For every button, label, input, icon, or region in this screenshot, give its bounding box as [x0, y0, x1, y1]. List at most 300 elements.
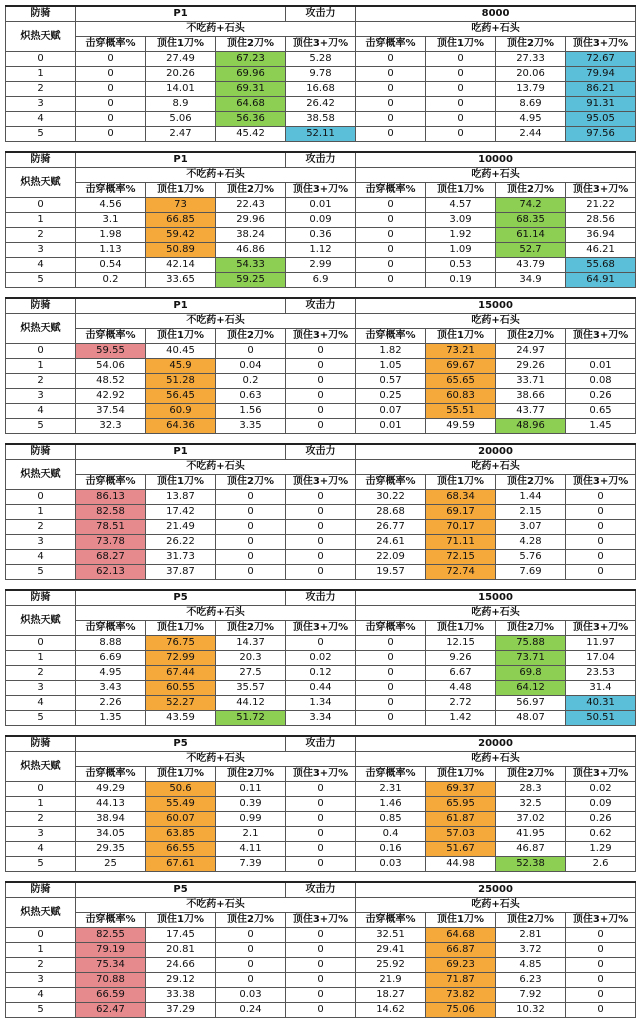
data-table-block-1 — [5, 5, 635, 142]
column-header: 击穿概率% — [356, 37, 426, 52]
table-cell: 33.38 — [146, 988, 216, 1003]
table-cell: 0 — [566, 520, 636, 535]
table-cell: 30.22 — [356, 490, 426, 505]
attack-value: 15000 — [356, 590, 636, 606]
table-cell: 0.03 — [216, 988, 286, 1003]
table-cell: 72.99 — [146, 651, 216, 666]
column-header-row — [6, 475, 636, 490]
table-row — [6, 696, 636, 711]
table-cell: 0 — [216, 490, 286, 505]
column-header: 顶住3+刀% — [286, 767, 356, 782]
row-label: 3 — [6, 97, 76, 112]
table-cell: 68.34 — [426, 490, 496, 505]
table-cell: 48.52 — [76, 374, 146, 389]
column-header: 顶住1刀% — [146, 37, 216, 52]
table-row — [6, 711, 636, 726]
table-cell: 0 — [566, 535, 636, 550]
column-header: 顶住3+刀% — [566, 767, 636, 782]
table-cell: 26.22 — [146, 535, 216, 550]
data-table — [5, 589, 636, 726]
table-row — [6, 651, 636, 666]
table-cell: 75.34 — [76, 958, 146, 973]
row-label: 0 — [6, 490, 76, 505]
table-cell: 21.49 — [146, 520, 216, 535]
table-cell: 0 — [566, 565, 636, 580]
attack-label: 攻击力 — [286, 882, 356, 898]
table-cell: 0 — [76, 52, 146, 67]
row-header-label: 炽热天赋 — [6, 22, 76, 52]
table-cell: 9.26 — [426, 651, 496, 666]
table-cell: 0 — [356, 651, 426, 666]
boss-phase: P1 — [76, 6, 286, 22]
table-cell: 0 — [356, 666, 426, 681]
column-header: 顶住2刀% — [496, 183, 566, 198]
table-cell: 6.9 — [286, 273, 356, 288]
column-header: 顶住3+刀% — [566, 621, 636, 636]
table-row — [6, 389, 636, 404]
table-cell: 0 — [286, 565, 356, 580]
table-cell: 29.12 — [146, 973, 216, 988]
row-label: 3 — [6, 389, 76, 404]
table-cell: 97.56 — [566, 127, 636, 142]
table-cell: 68.35 — [496, 213, 566, 228]
table-cell: 59.42 — [146, 228, 216, 243]
data-table — [5, 297, 636, 434]
table-cell: 52.38 — [496, 857, 566, 872]
column-header-row — [6, 913, 636, 928]
table-cell: 0.09 — [566, 797, 636, 812]
column-header: 顶住2刀% — [216, 913, 286, 928]
table-cell: 24.61 — [356, 535, 426, 550]
row-label: 4 — [6, 404, 76, 419]
table-cell: 0 — [216, 565, 286, 580]
table-cell: 66.85 — [146, 213, 216, 228]
boss-phase: P5 — [76, 882, 286, 898]
table-cell: 0 — [76, 97, 146, 112]
table-cell: 1.09 — [426, 243, 496, 258]
table-cell: 0.4 — [356, 827, 426, 842]
column-header: 顶住2刀% — [216, 329, 286, 344]
table-cell: 65.95 — [426, 797, 496, 812]
table-cell: 0.04 — [216, 359, 286, 374]
table-cell: 4.85 — [496, 958, 566, 973]
table-cell: 0 — [566, 973, 636, 988]
table-cell: 0.44 — [286, 681, 356, 696]
column-header-row — [6, 329, 636, 344]
row-header-label: 炽热天赋 — [6, 898, 76, 928]
table-cell: 69.23 — [426, 958, 496, 973]
table-cell: 0.25 — [356, 389, 426, 404]
table-cell: 13.79 — [496, 82, 566, 97]
table-row — [6, 1003, 636, 1018]
table-cell: 0 — [286, 419, 356, 434]
potion-header: 吃药+石头 — [356, 22, 636, 37]
attack-label: 攻击力 — [286, 590, 356, 606]
corner-label: 防骑 — [6, 298, 76, 314]
table-cell: 17.45 — [146, 928, 216, 943]
table-cell: 0.01 — [286, 198, 356, 213]
no-potion-header: 不吃药+石头 — [76, 752, 356, 767]
table-cell: 37.29 — [146, 1003, 216, 1018]
potion-header: 吃药+石头 — [356, 460, 636, 475]
no-potion-header: 不吃药+石头 — [76, 606, 356, 621]
row-label: 0 — [6, 198, 76, 213]
table-cell: 76.75 — [146, 636, 216, 651]
column-header: 顶住2刀% — [216, 767, 286, 782]
data-table-block-7 — [5, 881, 635, 1018]
table-cell: 2.44 — [496, 127, 566, 142]
table-cell: 20.81 — [146, 943, 216, 958]
row-label: 5 — [6, 711, 76, 726]
table-cell: 22.43 — [216, 198, 286, 213]
table-cell: 0.2 — [76, 273, 146, 288]
table-row — [6, 112, 636, 127]
row-label: 1 — [6, 359, 76, 374]
table-cell: 38.58 — [286, 112, 356, 127]
table-cell: 0 — [216, 535, 286, 550]
table-row — [6, 359, 636, 374]
row-label: 0 — [6, 928, 76, 943]
table-cell: 60.07 — [146, 812, 216, 827]
table-cell: 0.19 — [426, 273, 496, 288]
table-row — [6, 273, 636, 288]
table-cell: 6.69 — [76, 651, 146, 666]
table-cell: 0.01 — [356, 419, 426, 434]
table-row — [6, 198, 636, 213]
column-header: 击穿概率% — [76, 621, 146, 636]
table-cell: 38.24 — [216, 228, 286, 243]
table-cell: 0 — [216, 928, 286, 943]
table-cell: 0 — [216, 550, 286, 565]
row-label: 4 — [6, 550, 76, 565]
table-cell: 54.06 — [76, 359, 146, 374]
data-table — [5, 5, 636, 142]
table-cell: 4.95 — [496, 112, 566, 127]
data-table — [5, 735, 636, 872]
table-cell: 17.42 — [146, 505, 216, 520]
row-label: 5 — [6, 127, 76, 142]
table-cell: 60.83 — [426, 389, 496, 404]
table-cell: 79.19 — [76, 943, 146, 958]
table-cell: 0 — [286, 550, 356, 565]
table-cell: 0 — [286, 344, 356, 359]
table-cell: 0 — [356, 82, 426, 97]
table-cell: 0.09 — [286, 213, 356, 228]
table-cell: 43.79 — [496, 258, 566, 273]
table-cell: 4.48 — [426, 681, 496, 696]
table-cell: 42.14 — [146, 258, 216, 273]
table-cell: 8.69 — [496, 97, 566, 112]
table-cell: 0 — [426, 52, 496, 67]
table-cell: 0 — [356, 198, 426, 213]
table-cell: 61.14 — [496, 228, 566, 243]
row-header-label: 炽热天赋 — [6, 606, 76, 636]
table-row — [6, 943, 636, 958]
table-cell: 33.71 — [496, 374, 566, 389]
table-cell: 73.82 — [426, 988, 496, 1003]
row-label: 3 — [6, 827, 76, 842]
table-cell: 74.2 — [496, 198, 566, 213]
row-label: 3 — [6, 973, 76, 988]
table-cell: 18.27 — [356, 988, 426, 1003]
row-label: 0 — [6, 344, 76, 359]
row-label: 4 — [6, 988, 76, 1003]
table-row — [6, 67, 636, 82]
table-cell: 70.17 — [426, 520, 496, 535]
column-header: 顶住3+刀% — [286, 183, 356, 198]
row-label: 0 — [6, 52, 76, 67]
table-cell: 1.92 — [426, 228, 496, 243]
table-cell — [566, 344, 636, 359]
potion-header: 吃药+石头 — [356, 314, 636, 329]
table-cell: 0 — [356, 52, 426, 67]
table-cell: 52.11 — [286, 127, 356, 142]
table-cell: 48.96 — [496, 419, 566, 434]
potion-header: 吃药+石头 — [356, 752, 636, 767]
table-cell: 32.3 — [76, 419, 146, 434]
boss-phase: P1 — [76, 152, 286, 168]
table-cell: 50.89 — [146, 243, 216, 258]
table-row — [6, 958, 636, 973]
corner-label: 防骑 — [6, 444, 76, 460]
table-cell: 20.06 — [496, 67, 566, 82]
table-cell: 1.35 — [76, 711, 146, 726]
attack-value: 10000 — [356, 152, 636, 168]
table-cell: 0 — [426, 82, 496, 97]
table-cell: 48.07 — [496, 711, 566, 726]
table-cell: 44.13 — [76, 797, 146, 812]
table-cell: 49.29 — [76, 782, 146, 797]
table-cell: 0.57 — [356, 374, 426, 389]
table-cell: 0.11 — [216, 782, 286, 797]
table-cell: 24.66 — [146, 958, 216, 973]
table-cell: 2.81 — [496, 928, 566, 943]
table-row — [6, 127, 636, 142]
table-cell: 86.21 — [566, 82, 636, 97]
potion-header: 吃药+石头 — [356, 898, 636, 913]
table-cell: 0 — [286, 943, 356, 958]
table-cell: 37.02 — [496, 812, 566, 827]
column-header: 顶住3+刀% — [566, 183, 636, 198]
table-row — [6, 258, 636, 273]
table-cell: 0 — [76, 82, 146, 97]
table-cell: 56.45 — [146, 389, 216, 404]
table-cell: 0 — [286, 636, 356, 651]
table-cell: 69.8 — [496, 666, 566, 681]
column-header: 击穿概率% — [356, 329, 426, 344]
table-cell: 0 — [286, 842, 356, 857]
table-row — [6, 97, 636, 112]
table-cell: 4.57 — [426, 198, 496, 213]
table-cell: 49.59 — [426, 419, 496, 434]
table-cell: 0.07 — [356, 404, 426, 419]
table-cell: 0.2 — [216, 374, 286, 389]
row-label: 4 — [6, 696, 76, 711]
row-label: 2 — [6, 812, 76, 827]
corner-label: 防骑 — [6, 736, 76, 752]
column-header: 顶住2刀% — [496, 329, 566, 344]
table-cell: 0 — [426, 97, 496, 112]
table-cell: 13.87 — [146, 490, 216, 505]
table-row — [6, 681, 636, 696]
boss-phase: P1 — [76, 298, 286, 314]
column-header: 顶住2刀% — [216, 183, 286, 198]
table-cell: 45.42 — [216, 127, 286, 142]
table-cell: 8.88 — [76, 636, 146, 651]
table-cell: 0 — [566, 958, 636, 973]
table-cell: 82.55 — [76, 928, 146, 943]
column-header: 击穿概率% — [76, 913, 146, 928]
table-cell: 61.87 — [426, 812, 496, 827]
table-row — [6, 228, 636, 243]
table-cell: 0 — [286, 857, 356, 872]
row-label: 1 — [6, 943, 76, 958]
table-cell: 73.78 — [76, 535, 146, 550]
column-header: 顶住2刀% — [496, 37, 566, 52]
table-cell: 0.63 — [216, 389, 286, 404]
table-cell: 5.76 — [496, 550, 566, 565]
row-label: 2 — [6, 666, 76, 681]
table-cell: 5.28 — [286, 52, 356, 67]
column-header: 顶住1刀% — [146, 183, 216, 198]
data-table-block-5 — [5, 589, 635, 726]
table-cell: 35.57 — [216, 681, 286, 696]
table-cell: 22.09 — [356, 550, 426, 565]
column-header: 击穿概率% — [76, 767, 146, 782]
table-cell: 0 — [566, 928, 636, 943]
table-cell: 79.94 — [566, 67, 636, 82]
table-cell: 4.95 — [76, 666, 146, 681]
table-cell: 0 — [356, 112, 426, 127]
table-cell: 0.12 — [286, 666, 356, 681]
attack-label: 攻击力 — [286, 736, 356, 752]
table-cell: 11.97 — [566, 636, 636, 651]
table-row — [6, 565, 636, 580]
table-cell: 38.66 — [496, 389, 566, 404]
table-cell: 28.68 — [356, 505, 426, 520]
column-header: 顶住3+刀% — [566, 329, 636, 344]
table-cell: 26.42 — [286, 97, 356, 112]
table-cell: 7.69 — [496, 565, 566, 580]
no-potion-header: 不吃药+石头 — [76, 460, 356, 475]
attack-value: 8000 — [356, 6, 636, 22]
table-cell: 17.04 — [566, 651, 636, 666]
table-cell: 69.17 — [426, 505, 496, 520]
table-cell: 27.5 — [216, 666, 286, 681]
row-label: 2 — [6, 82, 76, 97]
column-header: 击穿概率% — [356, 183, 426, 198]
table-cell: 0 — [356, 258, 426, 273]
table-cell: 3.09 — [426, 213, 496, 228]
column-header-row — [6, 767, 636, 782]
table-cell: 1.29 — [566, 842, 636, 857]
table-cell: 2.6 — [566, 857, 636, 872]
table-cell: 4.28 — [496, 535, 566, 550]
table-cell: 1.13 — [76, 243, 146, 258]
table-cell: 57.03 — [426, 827, 496, 842]
no-potion-header: 不吃药+石头 — [76, 22, 356, 37]
table-cell: 0 — [426, 67, 496, 82]
column-header: 击穿概率% — [76, 329, 146, 344]
table-cell: 34.9 — [496, 273, 566, 288]
table-cell: 1.34 — [286, 696, 356, 711]
table-cell: 20.3 — [216, 651, 286, 666]
table-cell: 25 — [76, 857, 146, 872]
column-header: 顶住1刀% — [146, 475, 216, 490]
row-label: 0 — [6, 636, 76, 651]
table-cell: 0 — [356, 213, 426, 228]
table-row — [6, 782, 636, 797]
column-header: 顶住3+刀% — [286, 475, 356, 490]
table-cell: 1.45 — [566, 419, 636, 434]
table-cell: 0 — [356, 636, 426, 651]
column-header: 顶住3+刀% — [566, 37, 636, 52]
table-cell: 0 — [566, 1003, 636, 1018]
data-table-block-3 — [5, 297, 635, 434]
attack-value: 20000 — [356, 444, 636, 460]
table-cell: 67.44 — [146, 666, 216, 681]
table-row — [6, 842, 636, 857]
table-cell: 95.05 — [566, 112, 636, 127]
table-row — [6, 490, 636, 505]
table-cell: 0 — [216, 973, 286, 988]
table-cell: 91.31 — [566, 97, 636, 112]
table-cell: 3.34 — [286, 711, 356, 726]
table-cell: 72.74 — [426, 565, 496, 580]
table-cell: 6.23 — [496, 973, 566, 988]
row-label: 5 — [6, 1003, 76, 1018]
table-row — [6, 535, 636, 550]
table-cell: 0 — [566, 943, 636, 958]
table-cell: 40.45 — [146, 344, 216, 359]
table-cell: 64.36 — [146, 419, 216, 434]
table-cell: 0 — [286, 973, 356, 988]
table-cell: 70.88 — [76, 973, 146, 988]
table-cell: 1.56 — [216, 404, 286, 419]
table-cell: 41.95 — [496, 827, 566, 842]
row-label: 3 — [6, 535, 76, 550]
table-cell: 71.11 — [426, 535, 496, 550]
row-label: 2 — [6, 228, 76, 243]
column-header: 顶住1刀% — [146, 767, 216, 782]
table-cell: 0 — [286, 389, 356, 404]
table-cell: 3.35 — [216, 419, 286, 434]
table-cell: 0.16 — [356, 842, 426, 857]
table-cell: 0.02 — [566, 782, 636, 797]
row-header-label: 炽热天赋 — [6, 168, 76, 198]
table-cell: 66.87 — [426, 943, 496, 958]
table-row — [6, 857, 636, 872]
table-cell: 0 — [286, 359, 356, 374]
table-cell: 0.24 — [216, 1003, 286, 1018]
table-cell: 0 — [356, 228, 426, 243]
column-header: 顶住3+刀% — [286, 37, 356, 52]
table-cell: 63.85 — [146, 827, 216, 842]
table-cell: 0.53 — [426, 258, 496, 273]
table-cell: 0 — [76, 127, 146, 142]
table-cell: 67.61 — [146, 857, 216, 872]
table-cell: 2.15 — [496, 505, 566, 520]
column-header: 击穿概率% — [356, 767, 426, 782]
row-label: 5 — [6, 273, 76, 288]
column-header: 顶住2刀% — [216, 37, 286, 52]
table-cell: 0 — [286, 827, 356, 842]
table-cell: 66.59 — [76, 988, 146, 1003]
table-cell: 0 — [216, 505, 286, 520]
table-cell: 1.82 — [356, 344, 426, 359]
row-label: 4 — [6, 842, 76, 857]
row-label: 1 — [6, 651, 76, 666]
